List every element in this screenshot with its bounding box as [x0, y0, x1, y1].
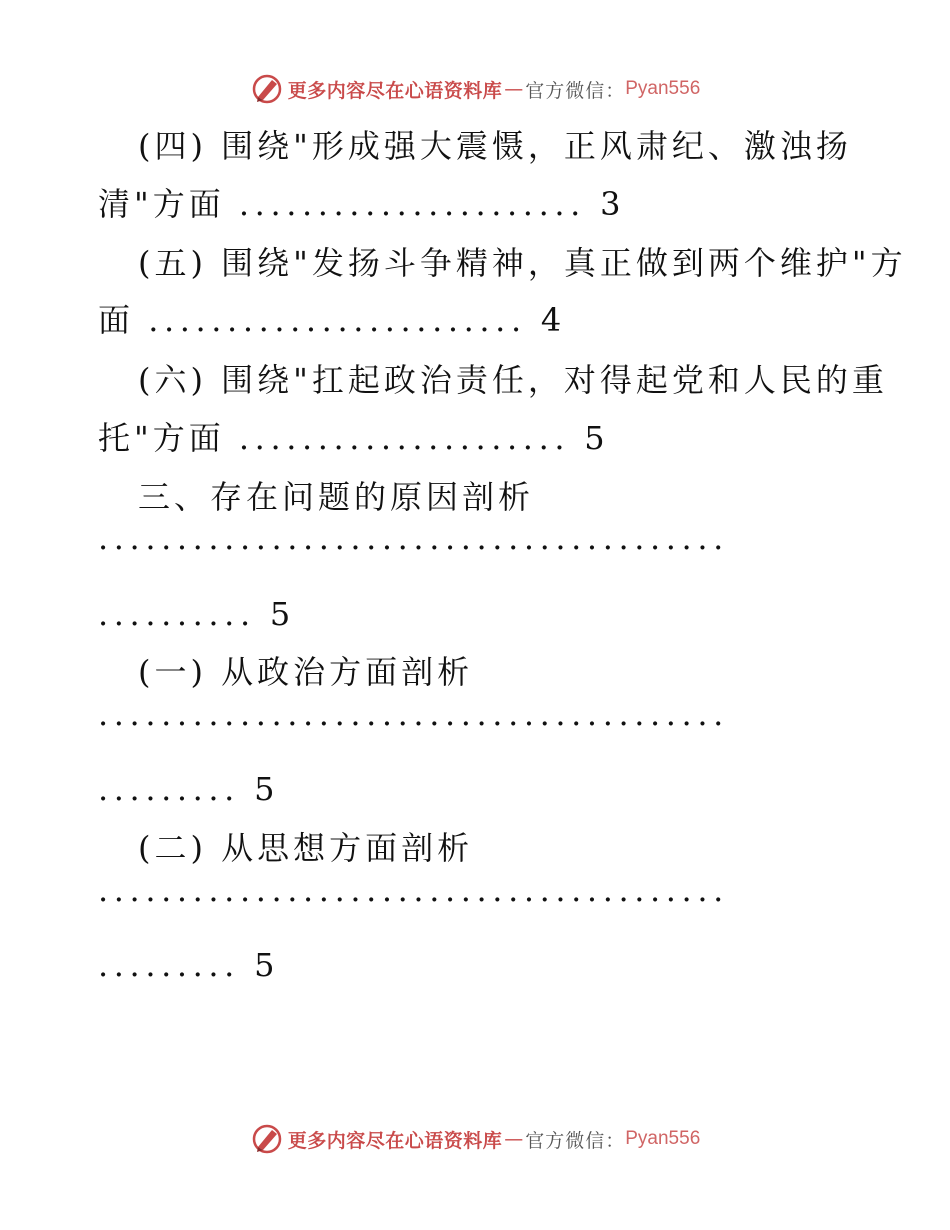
toc-sub-2-page-line: [98, 945, 274, 985]
toc-leader-dots: ........................: [148, 301, 527, 339]
watermark-sub-text: 官方微信：: [525, 79, 626, 102]
watermark-main-text: 更多内容尽在心语资料库: [287, 1129, 503, 1152]
toc-page-number: 5: [254, 946, 275, 984]
toc-leader-dots: .....................: [238, 419, 571, 457]
toc-leader-dots: ........................................: [98, 519, 729, 557]
watermark-wechat-id: Pyan556: [625, 1128, 701, 1149]
toc-page-number: 5: [584, 419, 605, 457]
toc-leader-dots: ..........: [98, 595, 256, 633]
toc-entry-5-line2: 面 ........................ 4: [98, 301, 562, 339]
toc-section-3-title: 三、存在问题的原因剖析: [138, 478, 535, 516]
toc-leader-dots: .........: [98, 946, 240, 984]
watermark-dash: —: [504, 78, 524, 100]
watermark-dash: —: [504, 1128, 524, 1150]
toc-leader-dots: ........................................: [98, 871, 729, 909]
toc-leader-dots: .........: [98, 770, 240, 808]
watermark-wechat-id: Pyan556: [625, 78, 701, 99]
toc-entry-4-line2: 清"方面 ...................... 3: [98, 185, 621, 223]
footer-watermark: [0, 1122, 950, 1156]
header-watermark: [0, 72, 950, 106]
toc-page-number: 4: [540, 301, 562, 339]
toc-section-3-page-line: [98, 594, 290, 634]
toc-sub-1-page-line: [98, 769, 274, 809]
toc-leader-dots: ......................: [238, 185, 586, 223]
toc-entry-6-line2: 托"方面 ..................... 5: [98, 419, 605, 457]
pen-logo-icon: [250, 72, 284, 106]
toc-entry-4-line1: (四) 围绕"形成强大震慑，正风肃纪、激浊扬: [138, 127, 852, 165]
toc-page-number: 5: [254, 770, 275, 808]
watermark-sub-text: 官方微信：: [525, 1129, 626, 1152]
toc-leader-dots: ........................................: [98, 695, 729, 733]
toc-entry-5-line1: (五) 围绕"发扬斗争精神，真正做到两个维护"方: [138, 244, 907, 282]
toc-page-number: 5: [269, 595, 291, 633]
toc-page-number: 3: [600, 185, 621, 223]
toc-entry-6-line1: (六) 围绕"扛起政治责任，对得起党和人民的重: [138, 361, 888, 399]
watermark-main-text: 更多内容尽在心语资料库: [287, 79, 503, 102]
toc-sub-2-title: (二) 从思想方面剖析: [138, 829, 474, 867]
toc-sub-1-title: (一) 从政治方面剖析: [138, 653, 474, 691]
pen-logo-icon: [250, 1122, 284, 1156]
